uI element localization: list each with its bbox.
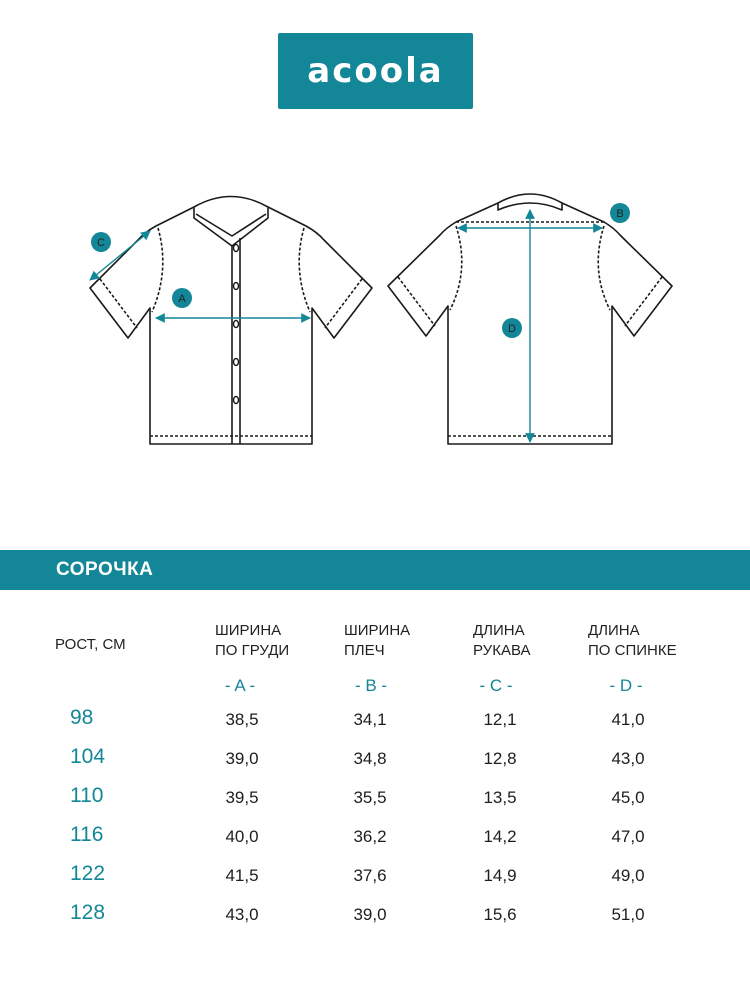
product-title-banner xyxy=(0,550,750,590)
table-cell: 12,8 xyxy=(483,749,517,768)
column-code-b: - B - xyxy=(354,676,388,695)
table-cell: 38,5 xyxy=(225,710,259,729)
svg-text:B: B xyxy=(616,208,624,220)
shirt-front-view xyxy=(90,197,372,445)
table-cell: 47,0 xyxy=(611,827,645,846)
table-cell: 14,9 xyxy=(483,866,517,885)
table-cell: 14,2 xyxy=(483,827,517,846)
table-cell: 37,6 xyxy=(353,866,387,885)
column-code-a: - A - xyxy=(224,676,256,695)
size-value: 122 xyxy=(70,862,106,885)
size-value: 104 xyxy=(70,745,106,768)
marker-b xyxy=(610,203,630,223)
size-value: 110 xyxy=(70,784,104,807)
size-value: 98 xyxy=(70,706,94,729)
row-header-height: РОСТ, СМ xyxy=(55,636,126,653)
size-value: 116 xyxy=(70,823,104,846)
column-header-line: ДЛИНА xyxy=(473,622,525,639)
column-header-chest xyxy=(215,621,289,661)
table-cell: 34,8 xyxy=(353,749,387,768)
table-cell: 43,0 xyxy=(225,905,259,924)
table-cell: 15,6 xyxy=(483,905,517,924)
column-header-line: ПО ГРУДИ xyxy=(215,642,290,659)
svg-text:C: C xyxy=(97,237,105,249)
marker-a xyxy=(172,288,192,308)
svg-text:A: A xyxy=(178,293,186,305)
column-header-line: ШИРИНА xyxy=(215,622,282,639)
column-header-line: ПЛЕЧ xyxy=(344,642,385,659)
column-header-line: ШИРИНА xyxy=(344,622,411,639)
table-cell: 41,5 xyxy=(225,866,259,885)
table-cell: 36,2 xyxy=(353,827,387,846)
column-header-line: ДЛИНА xyxy=(588,622,640,639)
table-cell: 35,5 xyxy=(353,788,387,807)
column-header-back xyxy=(588,621,677,661)
table-cell: 13,5 xyxy=(483,788,517,807)
column-code-c: - C - xyxy=(479,676,513,695)
column-header-line: РУКАВА xyxy=(473,642,531,659)
column-header-line: ПО СПИНКЕ xyxy=(588,642,677,659)
table-cell: 41,0 xyxy=(611,710,645,729)
table-cell: 39,0 xyxy=(225,749,259,768)
table-cell: 39,5 xyxy=(225,788,259,807)
table-cell: 40,0 xyxy=(225,827,259,846)
table-cell: 12,1 xyxy=(483,710,517,729)
table-cell: 51,0 xyxy=(611,905,645,924)
brand-logo xyxy=(278,33,473,109)
shirt-technical-drawing xyxy=(0,175,750,465)
product-title: СОРОЧКА xyxy=(56,559,154,580)
column-header-sleeve xyxy=(473,621,530,661)
column-code-d: - D - xyxy=(609,676,643,695)
column-header-shoulders xyxy=(344,621,410,661)
marker-d xyxy=(502,318,522,338)
shirt-front-buttons xyxy=(234,245,239,404)
brand-logo-text: acoola xyxy=(307,51,444,91)
marker-c xyxy=(91,232,111,252)
table-cell: 43,0 xyxy=(611,749,645,768)
table-cell: 34,1 xyxy=(353,710,387,729)
svg-text:D: D xyxy=(508,323,516,335)
size-value: 128 xyxy=(70,901,106,924)
table-cell: 45,0 xyxy=(611,788,645,807)
table-cell: 49,0 xyxy=(611,866,645,885)
table-cell: 39,0 xyxy=(353,905,387,924)
